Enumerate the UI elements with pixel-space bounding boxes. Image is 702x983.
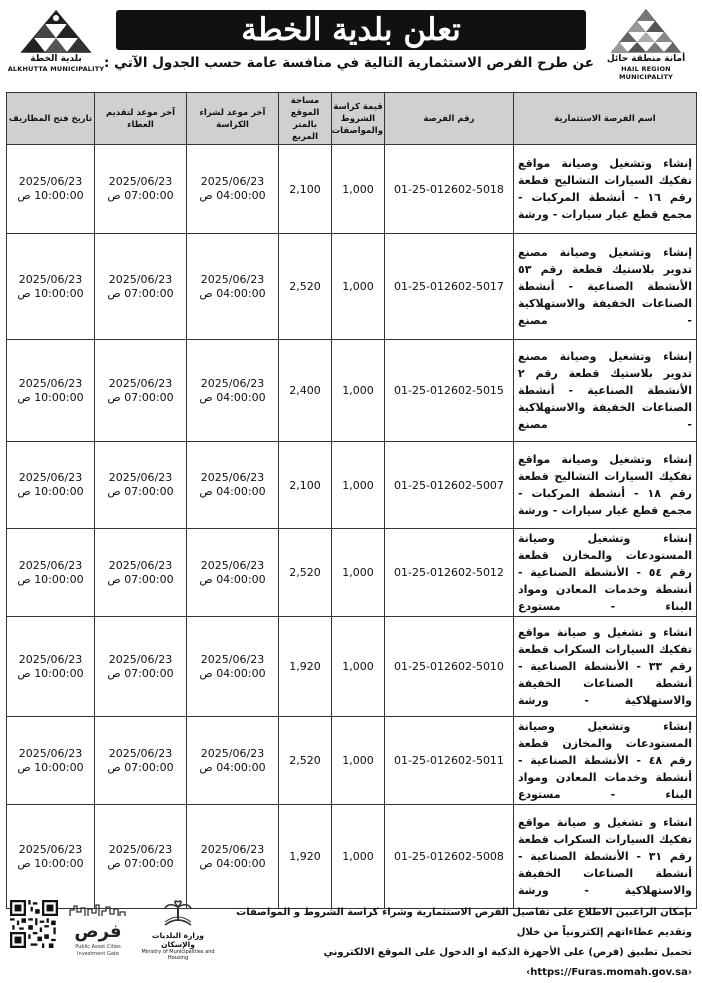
qr-code-icon[interactable] [10, 900, 58, 948]
time: 10:00:00 ص [17, 189, 84, 202]
opportunity-name: إنشاء وتشغيل وصيانة المستودعات والمخازن قطعة رقم ٤٨ - الأنشطة الصناعية - أنشطة وخدمات المعادن ومواد البناء - مستودع [514, 717, 697, 805]
table-row [7, 234, 697, 340]
date: 2025/06/23 [200, 746, 265, 760]
page-title: تعلن بلدية الخطة [241, 12, 461, 48]
date: 2025/06/23 [108, 471, 173, 484]
opportunity-number: 01-25-012602-5012 [385, 529, 514, 617]
date: 2025/06/23 [108, 842, 173, 856]
header-booklet-price: قيمة كراسة الشروط والمواصفات [332, 93, 385, 145]
opportunity-number: 01-25-012602-5018 [385, 145, 514, 234]
header-opening-date: تاريخ فتح المظاريف [7, 93, 95, 145]
ministry-name-arabic: وزارة البلديات والإسكان [152, 931, 204, 949]
submission-deadline [95, 617, 187, 717]
date: 2025/06/23 [108, 746, 173, 760]
opportunity-number: 01-25-012602-5008 [385, 805, 514, 909]
triangle-mosaic-icon [610, 8, 682, 54]
date: 2025/06/23 [200, 471, 265, 484]
opportunity-name: انشاء و تشغيل و صيانة مواقع تفكيك السيارات السكراب قطعة رقم ٣٣ - الأنشطة الصناعية - أنشطة الصناعات الخفيفة والاستهلاكية - ورشة [514, 617, 697, 717]
furas-name: فرص [74, 921, 122, 942]
site-area: 2,100 [279, 442, 332, 529]
table-row [7, 805, 697, 909]
opportunity-name: انشاء و تشغيل و صيانة مواقع تفكيك السيارات السكراب قطعة رقم ٣١ - الأنشطة الصناعية - أنشطة الصناعات الخفيفة والاستهلاكية - ورشة [514, 805, 697, 909]
date: 2025/06/23 [108, 558, 173, 572]
time: 07:00:00 ص [107, 856, 174, 870]
table-row [7, 617, 697, 717]
alkhutta-municipality-logo [6, 8, 106, 82]
time: 04:00:00 ص [199, 856, 266, 870]
booklet-price: 1,000 [332, 617, 385, 717]
time: 10:00:00 ص [17, 390, 84, 404]
time: 07:00:00 ص [107, 485, 174, 498]
submission-deadline [95, 340, 187, 442]
date: 2025/06/23 [18, 272, 83, 286]
left-logo-english: ALKHUTTA MUNICIPALITY [7, 65, 105, 73]
header-submission-deadline: آخر موعد لتقديم العطاء [95, 93, 187, 145]
opportunity-name: إنشاء وتشغيل وصيانة مواقع تفكيك السيارات التشاليح قطعة رقم ١٦ - أنشطة المركبات - مجمع قطع غيار سيارات - ورشة [514, 145, 697, 234]
opportunity-name: إنشاء وتشغيل وصيانة مصنع تدوير بلاستيك قطعة رقم ٥٣ الأنشطة الصناعية - أنشطة الصناعات الخفيفة والاستهلاكية - مصنع [514, 234, 697, 340]
page-subtitle: عن طرح الفرص الاستثمارية التالية في منافسة عامة حسب الجدول الآتي : [104, 55, 594, 71]
opening-date [7, 234, 95, 340]
time: 10:00:00 ص [17, 760, 84, 774]
time: 10:00:00 ص [17, 856, 84, 870]
booklet-deadline [187, 145, 279, 234]
site-area: 2,100 [279, 145, 332, 234]
opening-date [7, 617, 95, 717]
opening-date [7, 717, 95, 805]
time: 07:00:00 ص [107, 390, 174, 404]
table-row [7, 145, 697, 234]
site-area: 2,520 [279, 717, 332, 805]
time: 04:00:00 ص [199, 572, 266, 586]
booklet-price: 1,000 [332, 442, 385, 529]
ministry-name-english: Ministry of Municipalities and Housing [141, 949, 215, 961]
submission-deadline [95, 717, 187, 805]
header-site-area: مساحة الموقع بالمتر المربع [279, 93, 332, 145]
ministry-logo [138, 901, 218, 961]
submission-deadline [95, 442, 187, 529]
time: 04:00:00 ص [199, 189, 266, 202]
opportunity-name: إنشاء وتشغيل وصيانة مواقع تفكيك السيارات التشاليح قطعة رقم ١٨ - أنشطة المركبات - مجمع قطع غيار سيارات - ورشة [514, 442, 697, 529]
palm-swords-emblem-icon [161, 901, 195, 927]
time: 07:00:00 ص [107, 189, 174, 202]
date: 2025/06/23 [18, 746, 83, 760]
table-row [7, 717, 697, 805]
date: 2025/06/23 [200, 842, 265, 856]
booklet-deadline [187, 805, 279, 909]
time: 04:00:00 ص [199, 286, 266, 300]
hail-region-logo [596, 8, 696, 82]
time: 04:00:00 ص [199, 760, 266, 774]
opening-date [7, 442, 95, 529]
submission-deadline [95, 529, 187, 617]
opportunity-number: 01-25-012602-5017 [385, 234, 514, 340]
date: 2025/06/23 [200, 175, 265, 188]
booklet-deadline [187, 340, 279, 442]
date: 2025/06/23 [18, 652, 83, 666]
time: 04:00:00 ص [199, 485, 266, 498]
date: 2025/06/23 [200, 558, 265, 572]
booklet-price: 1,000 [332, 717, 385, 805]
opportunity-name: إنشاء وتشغيل وصيانة مصنع تدوير بلاستيك قطعة رقم ٢ الأنشطة الصناعية - أنشطة الصناعات الخفيفة والاستهلاكية - مصنع [514, 340, 697, 442]
booklet-deadline [187, 442, 279, 529]
booklet-price: 1,000 [332, 234, 385, 340]
submission-deadline [95, 805, 187, 909]
opportunity-name: إنشاء وتشغيل وصيانة المستودعات والمخازن قطعة رقم ٥٤ - الأنشطة الصناعية - أنشطة وخدمات المعادن ومواد البناء - مستودع [514, 529, 697, 617]
opening-date [7, 145, 95, 234]
table-header-row [7, 93, 697, 145]
site-area: 2,520 [279, 234, 332, 340]
booklet-deadline [187, 617, 279, 717]
opening-date [7, 340, 95, 442]
opportunity-number: 01-25-012602-5015 [385, 340, 514, 442]
submission-deadline [95, 145, 187, 234]
site-area: 2,520 [279, 529, 332, 617]
time: 10:00:00 ص [17, 485, 84, 498]
header-opportunity-number: رقم الفرصة [385, 93, 514, 145]
date: 2025/06/23 [108, 272, 173, 286]
opening-date [7, 805, 95, 909]
table-row [7, 529, 697, 617]
footer-line-1: بإمكان الراغبين الاطلاع على تفاصيل الفرص الاستثمارية وشراء كراسة الشروط و المواصفات وتقديم عطاءاتهم إلكترونياً من خلال [236, 907, 692, 938]
time: 04:00:00 ص [199, 390, 266, 404]
date: 2025/06/23 [108, 652, 173, 666]
furas-subtitle: Public Asset Cities Investment Gate [75, 944, 121, 957]
header [0, 0, 702, 92]
footer-instructions [222, 903, 692, 983]
date: 2025/06/23 [200, 272, 265, 286]
header-opportunity-name: اسم الفرصة الاستثمارية [514, 93, 697, 145]
opening-date [7, 529, 95, 617]
mountain-logo-icon [20, 8, 92, 54]
booklet-price: 1,000 [332, 805, 385, 909]
booklet-deadline [187, 717, 279, 805]
date: 2025/06/23 [18, 175, 83, 188]
table-row [7, 442, 697, 529]
time: 07:00:00 ص [107, 666, 174, 680]
booklet-price: 1,000 [332, 529, 385, 617]
date: 2025/06/23 [200, 376, 265, 390]
date: 2025/06/23 [18, 558, 83, 572]
booklet-price: 1,000 [332, 340, 385, 442]
submission-deadline [95, 234, 187, 340]
left-logo-arabic: بلدية الخطة [30, 54, 82, 64]
booklet-deadline [187, 529, 279, 617]
booklet-deadline [187, 234, 279, 340]
header-booklet-deadline: آخر موعد لشراء الكراسة [187, 93, 279, 145]
opportunity-number: 01-25-012602-5011 [385, 717, 514, 805]
site-area: 1,920 [279, 805, 332, 909]
opportunity-number: 01-25-012602-5010 [385, 617, 514, 717]
time: 04:00:00 ص [199, 666, 266, 680]
table-row [7, 340, 697, 442]
site-area: 2,400 [279, 340, 332, 442]
right-logo-arabic: أمانة منطقة حائل [606, 54, 686, 64]
opportunity-number: 01-25-012602-5007 [385, 442, 514, 529]
footer [6, 897, 696, 978]
time: 07:00:00 ص [107, 760, 174, 774]
investment-opportunities-table [6, 92, 697, 909]
city-skyline-icon [68, 904, 128, 916]
date: 2025/06/23 [18, 842, 83, 856]
date: 2025/06/23 [108, 376, 173, 390]
site-area: 1,920 [279, 617, 332, 717]
booklet-price: 1,000 [332, 145, 385, 234]
right-logo-english: HAIL REGION MUNICIPALITY [618, 65, 674, 81]
date: 2025/06/23 [18, 471, 83, 484]
time: 10:00:00 ص [17, 666, 84, 680]
time: 10:00:00 ص [17, 572, 84, 586]
time: 07:00:00 ص [107, 286, 174, 300]
date: 2025/06/23 [108, 175, 173, 188]
footer-line-2[interactable]: تحميل تطبيق (فرص) على الأجهزة الذكية او الدخول على الموقع الالكتروني ‹https://Furas.momah.gov.sa› [323, 947, 692, 978]
date: 2025/06/23 [200, 652, 265, 666]
announcement-title-bar [116, 10, 586, 50]
time: 07:00:00 ص [107, 572, 174, 586]
time: 10:00:00 ص [17, 286, 84, 300]
date: 2025/06/23 [18, 376, 83, 390]
furas-logo [64, 901, 132, 957]
